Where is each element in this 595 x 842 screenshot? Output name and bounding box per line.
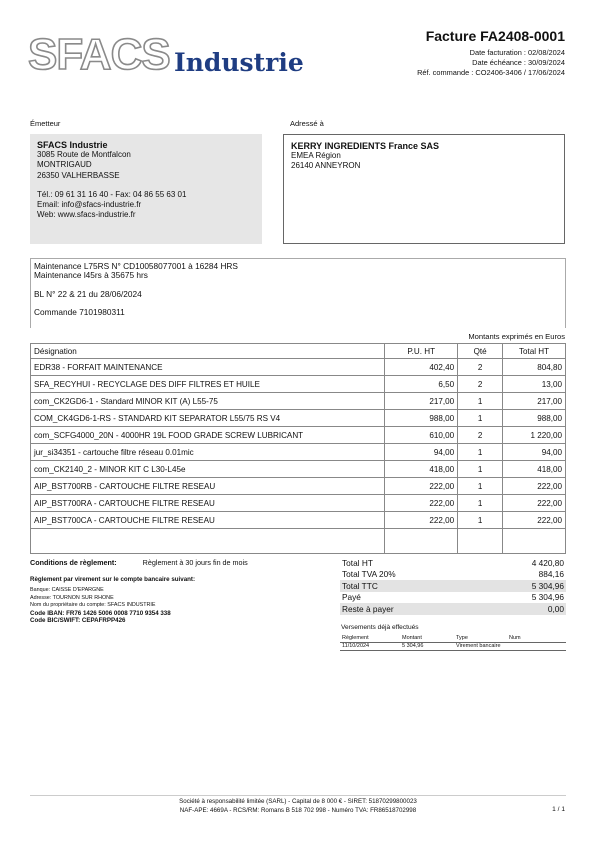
payments-header-row [340,634,566,642]
invoice-due-date: Date échéance : 30/09/2024 [472,58,565,67]
col-unit-price: P.U. HT [385,344,458,359]
total-label: Reste à payer [340,603,479,615]
item-designation: com_SCFG4000_20N - 4000HR 19L FOOD GRADE SCREW LUBRICANT [31,427,385,444]
item-unit-price: 418,00 [385,461,458,478]
col-total: Total HT [503,344,566,359]
item-unit-price: 402,40 [385,359,458,376]
payment-conditions-label: Conditions de règlement: [30,558,117,567]
table-row [31,427,566,444]
item-unit-price: 6,50 [385,376,458,393]
item-quantity: 1 [458,410,503,427]
invoice-title: Facture FA2408-0001 [425,28,565,44]
item-designation: jur_si34351 - cartouche filtre réseau 0.01mic [31,444,385,461]
item-designation: com_CK2GD6-1 - Standard MINOR KIT (A) L55-75 [31,393,385,410]
total-value: 884,16 [538,569,564,580]
footer-line: NAF-APE: 4669A - RCS/RM: Romans B 518 702 998 - Numéro TVA: FR86518702998 [179,807,417,814]
bank-bic: Code BIC/SWIFT: CEPAFRPP426 [30,617,126,624]
item-total: 217,00 [503,393,566,410]
page-number: 1 / 1 [552,806,565,813]
item-designation: AIP_BST700CA - CARTOUCHE FILTRE RESEAU [31,512,385,529]
emitter-web: Web: www.sfacs-industrie.fr [37,210,136,220]
empty-cell [31,529,385,554]
col-designation: Désignation [31,344,385,359]
payment-date: 11/10/2024 [340,642,400,650]
footer-divider [30,795,566,796]
emitter-address-line: 26350 VALHERBASSE [37,170,120,180]
col-quantity: Qté [458,344,503,359]
total-value: 4 420,80 [531,557,564,568]
table-header-row [31,344,566,359]
invoice-notes [30,258,566,328]
item-total: 804,80 [503,359,566,376]
recipient-name: KERRY INGREDIENTS France SAS [291,141,440,151]
item-designation: SFA_RECYHUI - RECYCLAGE DES DIFF FILTRES ET HUILE [31,376,385,393]
payment-type: Virement bancaire [454,642,507,650]
item-quantity: 2 [458,427,503,444]
bank-iban: Code IBAN: FR76 1426 5006 0008 7710 9354 338 [30,609,171,617]
emitter-phone: Tél.: 09 61 31 16 40 - Fax: 04 86 55 63 01 [37,189,187,199]
item-quantity: 1 [458,495,503,512]
table-row [31,393,566,410]
currency-note: Montants exprimés en Euros [468,332,565,341]
item-quantity: 1 [458,478,503,495]
payment-amount: 5 304,96 [400,642,454,650]
item-quantity: 1 [458,444,503,461]
item-quantity: 1 [458,393,503,410]
item-designation: AIP_BST700RB - CARTOUCHE FILTRE RESEAU [31,478,385,495]
note-line: BL N° 22 & 21 du 28/06/2024 [34,288,142,299]
invoice-meta [417,48,565,78]
item-total: 222,00 [503,512,566,529]
item-quantity: 2 [458,359,503,376]
item-total: 988,00 [503,410,566,427]
item-designation: AIP_BST700RA - CARTOUCHE FILTRE RESEAU [31,495,385,512]
bank-owner: Nom du propriétaire du compte: SFACS INDUSTRIE [30,602,156,608]
item-unit-price: 610,00 [385,427,458,444]
payments-col: Type [454,634,507,642]
recipient-address-line: 26140 ANNEYRON [291,161,361,171]
table-row [31,512,566,529]
total-label: Total HT [342,557,373,568]
item-quantity: 1 [458,512,503,529]
item-quantity: 2 [458,376,503,393]
item-total: 1 220,00 [503,427,566,444]
payments-col: Règlement [340,634,400,642]
item-unit-price: 217,00 [385,393,458,410]
table-row [31,410,566,427]
total-value: 0,00 [479,603,566,615]
table-row [31,461,566,478]
total-value: 5 304,96 [479,580,566,592]
item-unit-price: 222,00 [385,495,458,512]
item-total: 222,00 [503,495,566,512]
recipient-address-line: EMEA Région [291,151,341,161]
recipient-box [283,134,565,244]
empty-cell [385,529,458,554]
logo-suffix: Industrie [174,48,304,77]
item-total: 13,00 [503,376,566,393]
legal-footer [30,797,566,815]
invoice-date: Date facturation : 02/08/2024 [469,48,565,57]
payments-table [340,634,566,651]
bank-heading: Règlement par virement sur le compte bancaire suivant: [30,576,196,583]
table-row [31,495,566,512]
emitter-address-line: MONTRIGAUD [37,160,92,170]
item-total: 222,00 [503,478,566,495]
item-unit-price: 222,00 [385,512,458,529]
empty-cell [458,529,503,554]
recipient-label: Adressé à [290,119,324,128]
emitter-email: Email: info@sfacs-industrie.fr [37,200,142,210]
item-designation: com_CK2140_2 - MINOR KIT C L30-L45e [31,461,385,478]
table-row [31,376,566,393]
total-row [340,557,566,569]
table-row [31,478,566,495]
footer-line: Société à responsabilité limitée (SARL) - Capital de 8 000 € - SIRET: 51870299800023 [179,798,417,805]
total-label: Payé [342,592,361,603]
table-row [31,359,566,376]
item-unit-price: 222,00 [385,478,458,495]
item-designation: COM_CK4GD6-1-RS - STANDARD KIT SEPARATOR L55/75 RS V4 [31,410,385,427]
total-label: Total TVA 20% [342,569,396,580]
item-quantity: 1 [458,461,503,478]
total-row [340,580,566,592]
table-row [31,444,566,461]
total-row [340,569,566,581]
payment-conditions-value: Règlement à 30 jours fin de mois [142,558,248,567]
emitter-name: SFACS Industrie [37,140,108,150]
emitter-address-line: 3085 Route de Montfalcon [37,150,131,160]
item-unit-price: 94,00 [385,444,458,461]
item-total: 418,00 [503,461,566,478]
table-filler-row [31,529,566,554]
note-line: Maintenance L75RS N° CD10058077001 à 16284 HRS [34,261,238,271]
emitter-box [30,134,262,244]
bank-address: Adresse: TOURNON SUR RHONE [30,594,114,601]
company-logo [28,30,304,85]
items-table [30,343,566,554]
payments-col: Num [507,634,566,642]
bank-name: Banque: CAISSE D'EPARGNE [30,587,104,593]
payments-col: Montant [400,634,454,642]
logo-brand: SFACS [28,30,170,79]
item-unit-price: 988,00 [385,410,458,427]
total-row [340,592,566,604]
note-line: Commande 7101980311 [34,307,125,318]
payment-row [340,642,566,650]
totals-table [340,557,566,615]
total-value: 5 304,96 [531,592,564,603]
total-row [340,603,566,615]
note-line: Maintenance l45rs à 35675 hrs [34,270,148,281]
bank-details [30,575,195,625]
payment-conditions [30,558,248,567]
total-label: Total TTC [340,580,479,592]
emitter-label: Émetteur [30,119,61,128]
invoice-order-ref: Réf. commande : CO2406-3406 / 17/06/2024 [417,68,565,77]
payments-title: Versements déjà effectués [341,624,419,631]
spacer [37,181,255,190]
payment-num [507,642,566,650]
empty-cell [503,529,566,554]
item-designation: EDR38 - FORFAIT MAINTENANCE [31,359,385,376]
item-total: 94,00 [503,444,566,461]
